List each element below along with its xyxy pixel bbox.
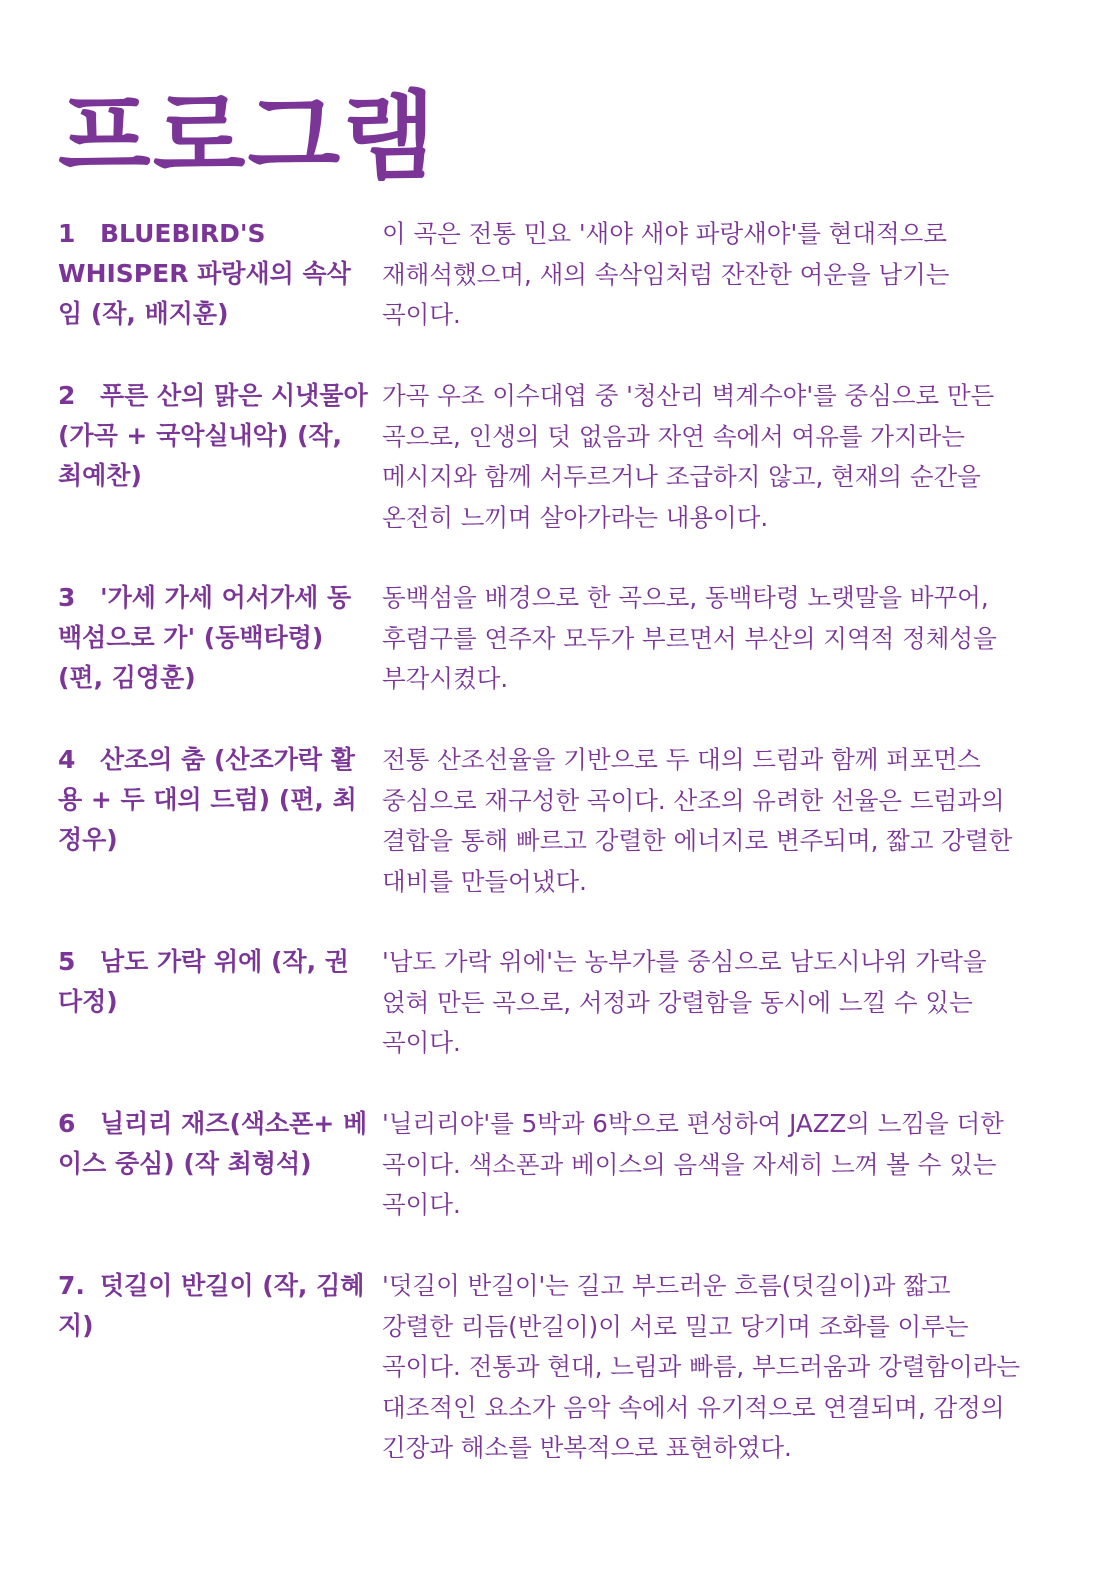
programme-item-description: 전통 산조선율을 기반으로 두 대의 드럼과 함께 퍼포먼스 중심으로 재구성한 곡이다. 산조의 유려한 선율은 드럼과의 결합을 통해 빠르고 강렬한 에너지로 변주되며, 짧고 강렬한 대비를 만들어냈다. xyxy=(382,745,1013,896)
programme-item-title: '가세 가세 어서가세 동백섬으로 가' (동백타령) (편, 김영훈) xyxy=(58,583,352,692)
programme-item-number: 4 xyxy=(58,745,76,774)
programme-item-heading xyxy=(58,740,368,860)
programme-item-title: 푸른 산의 맑은 시냇물아 (가곡 + 국악실내악) (작, 최예찬) xyxy=(58,381,368,490)
programme-item-heading xyxy=(58,1266,368,1346)
programme-item-heading xyxy=(58,1104,368,1184)
programme-item-title: 닐리리 재즈(색소폰+ 베이스 중심) (작 최형석) xyxy=(58,1109,368,1178)
programme-item-heading xyxy=(58,578,368,698)
programme-item-description: 이 곡은 전통 민요 '새야 새야 파랑새야'를 현대적으로 재해석했으며, 새의 속삭임처럼 잔잔한 여운을 남기는 곡이다. xyxy=(382,219,950,329)
programme-item-title: 남도 가락 위에 (작, 권다정) xyxy=(58,947,349,1016)
programme-item-title: 덧길이 반길이 (작, 김혜지) xyxy=(58,1271,365,1340)
programme-item-number: 6 xyxy=(58,1109,76,1138)
programme-item-heading xyxy=(58,376,368,496)
programme-item-number: 1 xyxy=(58,219,76,248)
programme-item-description: '닐리리야'를 5박과 6박으로 편성하여 JAZZ의 느낌을 더한 곡이다. 색소폰과 베이스의 음색을 자세히 느껴 볼 수 있는 곡이다. xyxy=(382,1109,1004,1219)
programme-item-description: 가곡 우조 이수대엽 중 '청산리 벽계수야'를 중심으로 만든 곡으로, 인생의 덧 없음과 자연 속에서 여유를 가지라는 메시지와 함께 서두르거나 조급하지 않고, 현재의 순간을 온전히 느끼며 살아가라는 내용이다. xyxy=(382,381,995,532)
programme-item-number: 7. xyxy=(58,1271,85,1300)
programme-item-title: BLUEBIRD'S WHISPER 파랑새의 속삭임 (작, 배지훈) xyxy=(58,219,351,328)
programme-item-heading xyxy=(58,214,368,334)
programme-item-title: 산조의 춤 (산조가락 활용 + 두 대의 드럼) (편, 최정우) xyxy=(58,745,357,854)
programme-item-heading xyxy=(58,942,368,1022)
programme-item-description: '덧길이 반길이'는 길고 부드러운 흐름(덧길이)과 짧고 강렬한 리듬(반길이)이 서로 밀고 당기며 조화를 이루는 곡이다. 전통과 현대, 느림과 빠름, 부드러움과 강렬함이라는 대조적인 요소가 음악 속에서 유기적으로 연결되며, 감정의 긴장과 해소를 반복적으로 표현하였다. xyxy=(382,1271,1021,1462)
programme-item-number: 3 xyxy=(58,583,76,612)
programme-item-description: 동백섬을 배경으로 한 곡으로, 동백타령 노랫말을 바꾸어, 후렴구를 연주자 모두가 부르면서 부산의 지역적 정체성을 부각시켰다. xyxy=(382,583,997,693)
programme-item-description: '남도 가락 위에'는 농부가를 중심으로 남도시나위 가락을 얹혀 만든 곡으로, 서정과 강렬함을 동시에 느낄 수 있는 곡이다. xyxy=(382,947,987,1057)
programme-item-number: 2 xyxy=(58,381,76,410)
programme-item-number: 5 xyxy=(58,947,76,976)
page-title: 프로그램 xyxy=(58,81,437,193)
